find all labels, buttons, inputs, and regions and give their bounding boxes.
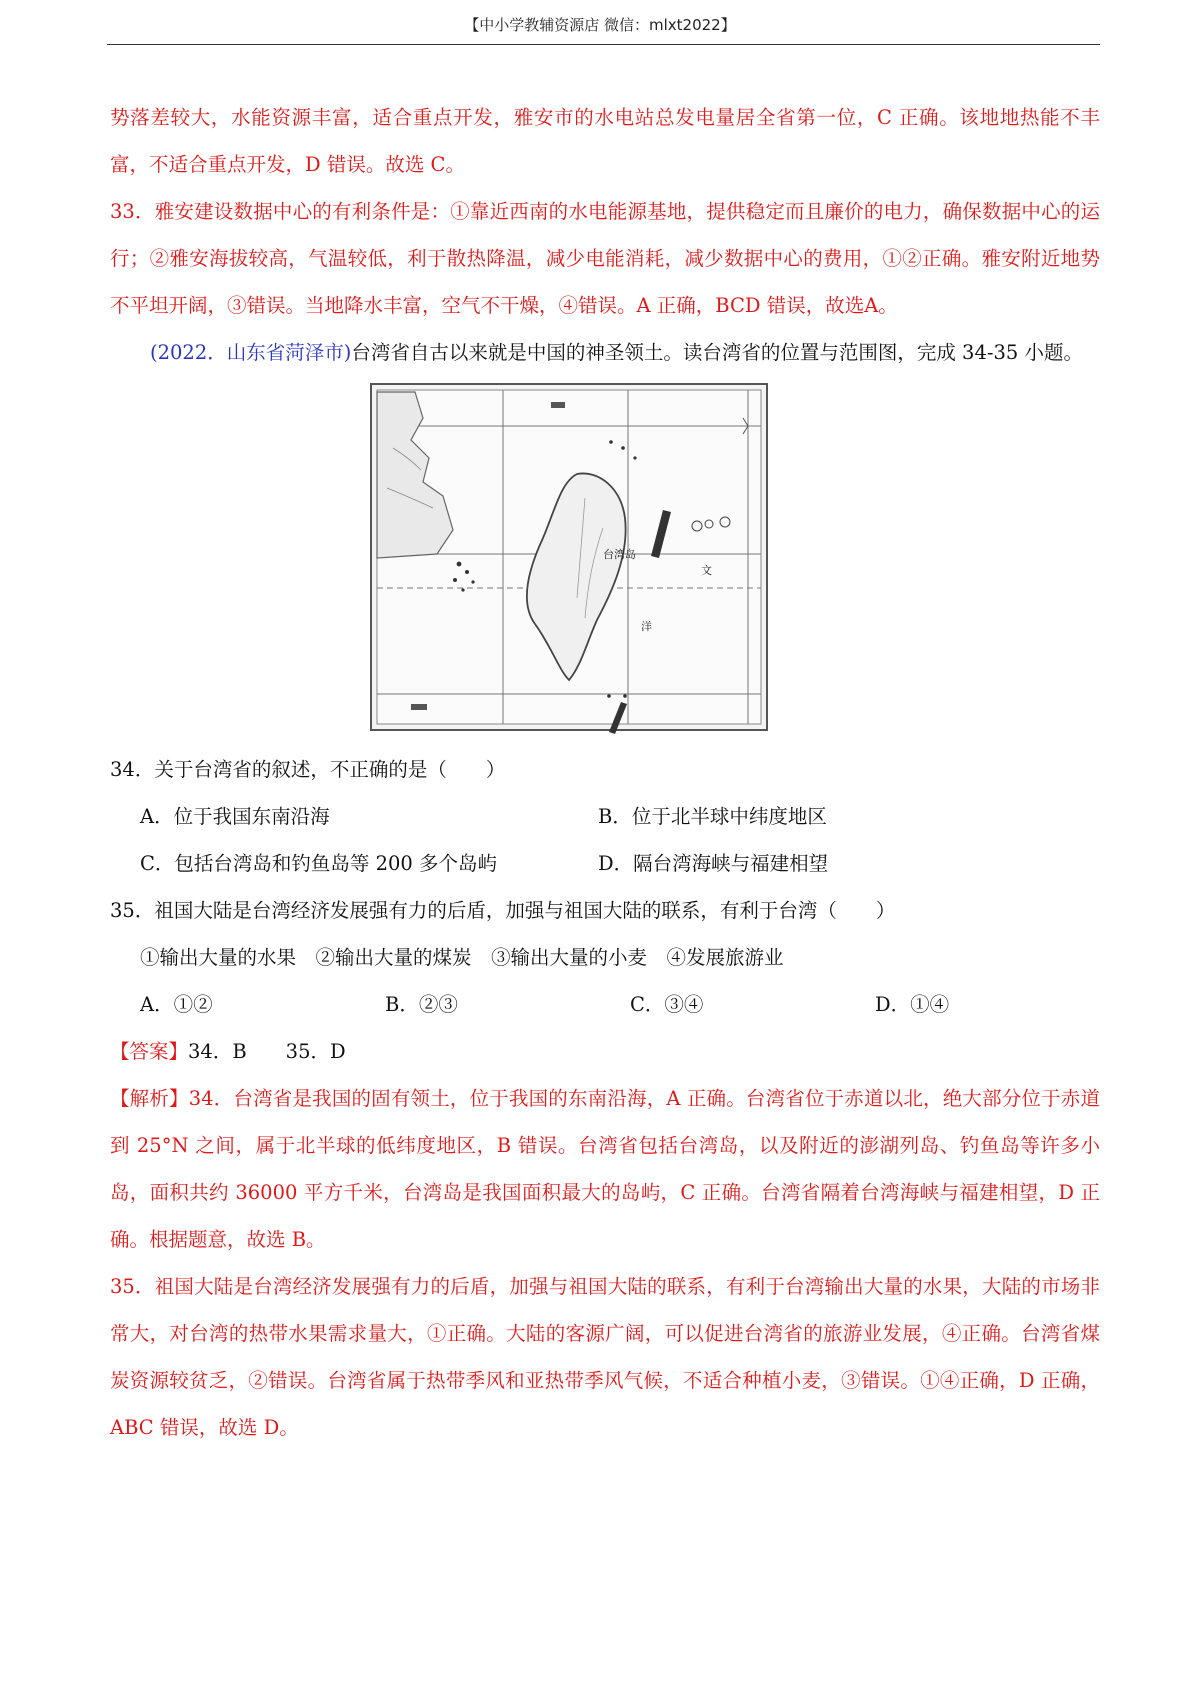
question-stem-text: 台湾省自古以来就是中国的神圣领土。读台湾省的位置与范围图，完成 34-35 小题。 <box>351 341 1083 364</box>
answer-text: 34．B 35．D <box>188 1040 346 1063</box>
document-body <box>110 94 1100 1451</box>
analysis-q34 <box>110 1075 1100 1263</box>
analysis-continuation: 势落差较大，水能资源丰富，适合重点开发，雅安市的水电站总发电量居全省第一位，C 正确。该地地热能不丰富，不适合重点开发，D 错误。故选 C。 <box>110 106 1100 176</box>
q35-items: ①输出大量的水果 ②输出大量的煤炭 ③输出大量的小麦 ④发展旅游业 <box>140 946 784 969</box>
answer-label: 【答案】 <box>110 1040 189 1063</box>
map-label-taiwan-island: 台湾岛 <box>603 548 636 561</box>
question-stem <box>110 329 1100 376</box>
analysis-label: 【解析】 <box>110 1087 189 1110</box>
q35-options <box>110 981 1100 1028</box>
map-label-wen: 文 <box>701 564 712 577</box>
taiwan-location-map <box>363 378 783 740</box>
q34-option-b: B．位于北半球中纬度地区 <box>598 805 827 828</box>
q35-option-d: D．①④ <box>875 993 950 1016</box>
page-header: 【中小学教辅资源店 微信：mlxt2022】 <box>464 16 736 34</box>
q34-option-d: D．隔台湾海峡与福建相望 <box>598 852 829 875</box>
question-source: (2022．山东省菏泽市) <box>150 341 352 364</box>
analysis-q35: 35．祖国大陆是台湾经济发展强有力的后盾，加强与祖国大陆的联系，有利于台湾输出大量的水果，大陆的市场非常大，对台湾的热带水果需求量大，①正确。大陆的客源广阔，可以促进台湾省的旅游业发展，④正确。台湾省煤炭资源较贫乏，②错误。台湾省属于热带季风和亚热带季风气候，不适合种植小麦，③错误。①④正确，D 正确，ABC 错误，故选 D。 <box>110 1275 1100 1439</box>
q34-option-a: A．位于我国东南沿海 <box>140 805 330 828</box>
analysis-q33: 33．雅安建设数据中心的有利条件是：①靠近西南的水电能源基地，提供稳定而且廉价的电力，确保数据中心的运行；②雅安海拔较高，气温较低，利于散热降温，减少电能消耗，减少数据中心的费用，①②正确。雅安附近地势不平坦开阔，③错误。当地降水丰富，空气不干燥，④错误。A 正确，BCD 错误，故选A。 <box>110 200 1100 317</box>
q34-options-row1 <box>110 793 1100 840</box>
map-label-ocean: 洋 <box>641 620 652 633</box>
analysis-q34-text: 34．台湾省是我国的固有领土，位于我国的东南沿海，A 正确。台湾省位于赤道以北，绝大部分位于赤道到 25°N 之间，属于北半球的低纬度地区，B 错误。台湾省包括台湾岛，以及附近的澎湖列岛、钓鱼岛等许多小岛，面积共约 36000 平方千米，台湾岛是我国面积最大的岛屿，C 正确。台湾省隔着台湾海峡与福建相望，D 正确。根据题意，故选 B。 <box>110 1087 1100 1251</box>
q35-option-c: C．③④ <box>630 993 704 1016</box>
q34-options-row2 <box>110 840 1100 887</box>
q34-option-c: C．包括台湾岛和钓鱼岛等 200 多个岛屿 <box>140 852 498 875</box>
answer-line <box>110 1028 1100 1075</box>
q35-option-a: A．①② <box>140 993 213 1016</box>
q34-stem: 34．关于台湾省的叙述，不正确的是（ ） <box>110 758 506 781</box>
header-divider <box>107 44 1100 45</box>
q35-option-b: B．②③ <box>385 993 458 1016</box>
q35-stem: 35．祖国大陆是台湾经济发展强有力的后盾，加强与祖国大陆的联系，有利于台湾（ ） <box>110 899 896 922</box>
